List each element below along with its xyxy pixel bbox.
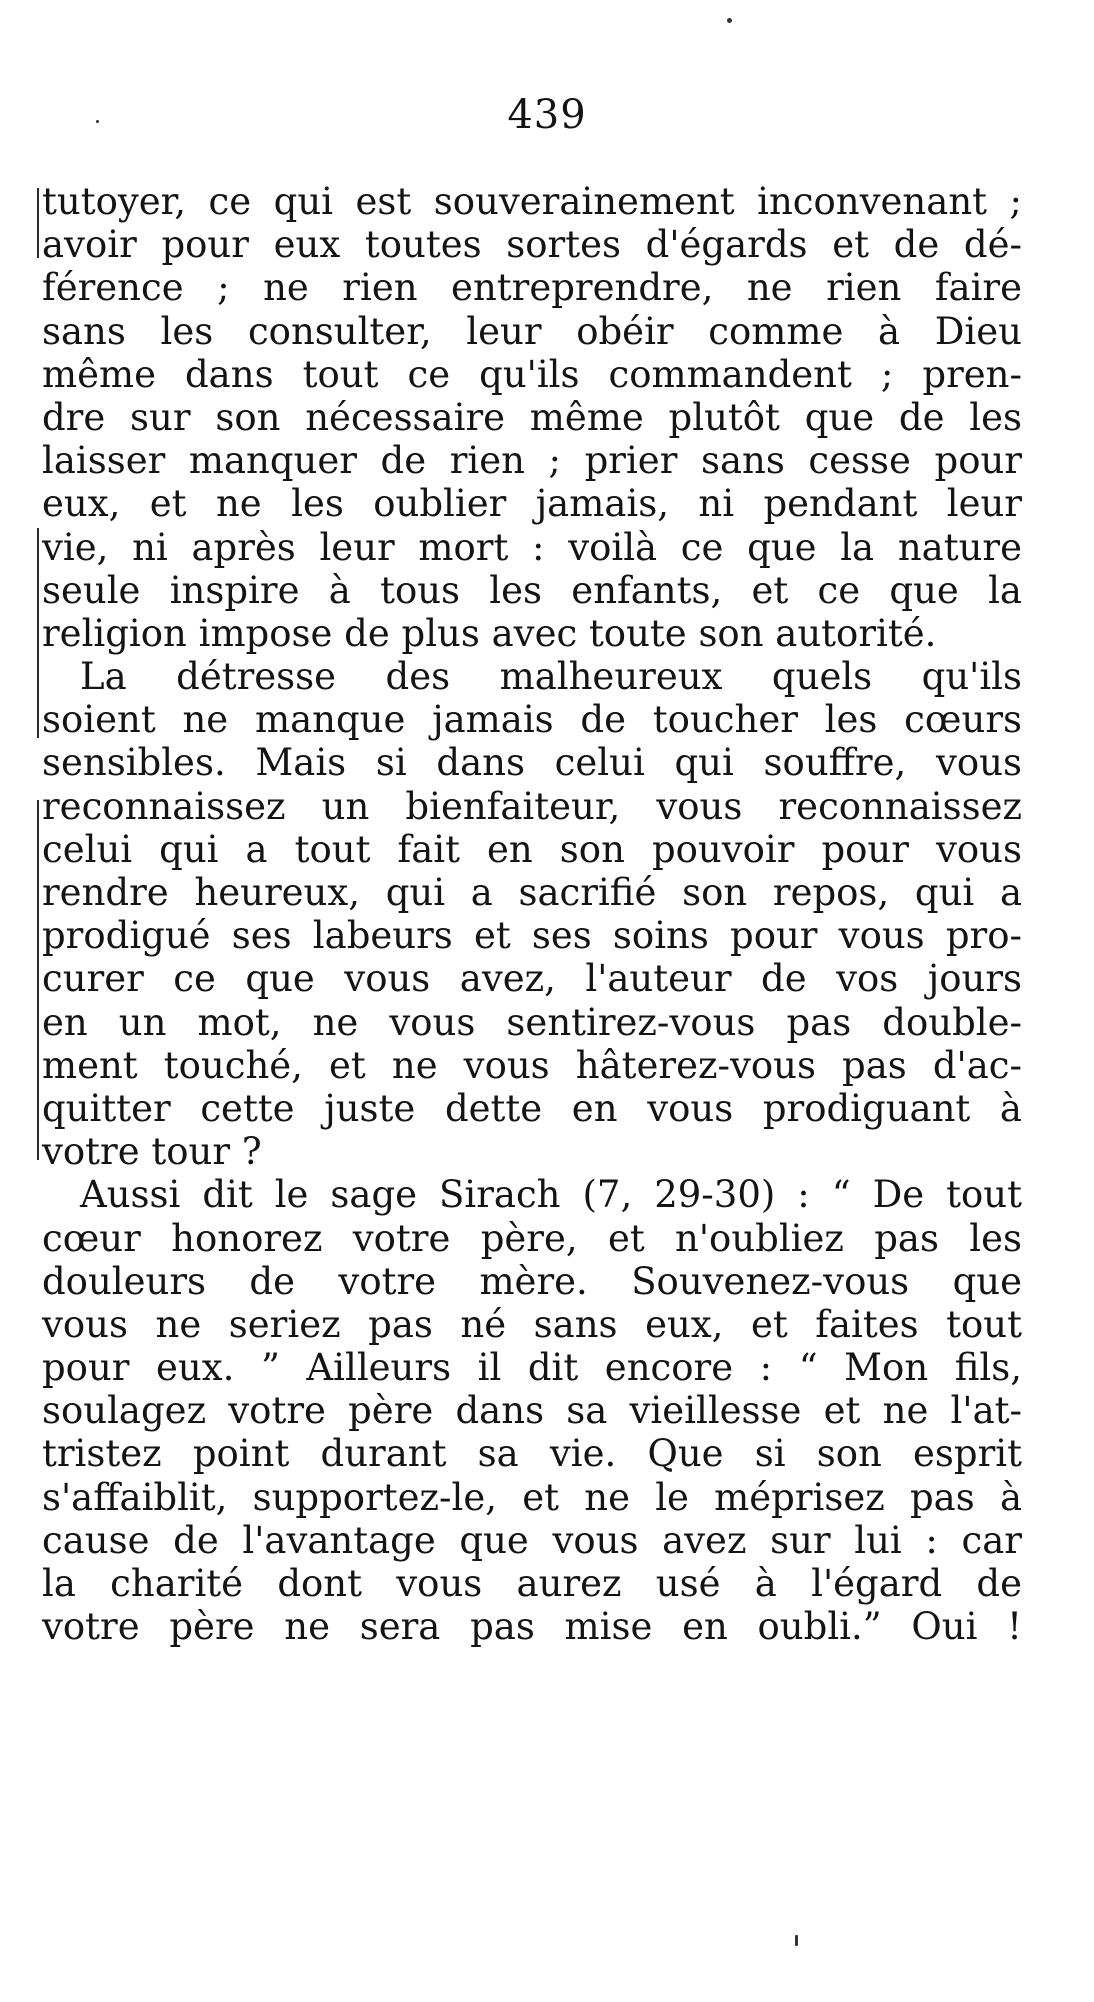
- text-line: votre père ne sera pas mise en oubli.” Oui !: [42, 1605, 1022, 1649]
- text-line: prodigué ses labeurs et ses soins pour vous pro-: [42, 914, 1022, 958]
- ink-speck: [96, 120, 99, 123]
- text-line: avoir pour eux toutes sortes d'égards et de dé-: [42, 223, 1022, 267]
- text-line: s'affaiblit, supportez-le, et ne le méprisez pas à: [42, 1475, 1022, 1519]
- left-margin-rule: [37, 528, 39, 738]
- text-line: douleurs de votre mère. Souvenez-vous que: [42, 1259, 1022, 1303]
- page-number: 439: [507, 92, 587, 138]
- text-line: tutoyer, ce qui est souverainement inconvenant ;: [42, 180, 1022, 223]
- text-line: celui qui a tout fait en son pouvoir pour vous: [42, 827, 1022, 871]
- ink-speck: [727, 18, 732, 23]
- text-line: férence ; ne rien entreprendre, ne rien faire: [42, 266, 1022, 310]
- text-line: soulagez votre père dans sa vieillesse et ne l'at-: [42, 1389, 1022, 1433]
- text-line: sensibles. Mais si dans celui qui souffre, vous: [42, 741, 1022, 785]
- text-line: sans les consulter, leur obéir comme à Dieu: [42, 309, 1022, 353]
- text-line: seule inspire à tous les enfants, et ce que la: [42, 568, 1022, 612]
- text-line: la charité dont vous aurez usé à l'égard de: [42, 1562, 1022, 1605]
- text-line: dre sur son nécessaire même plutôt que de les: [42, 395, 1022, 439]
- text-line: vous ne seriez pas né sans eux, et faites tout: [42, 1302, 1022, 1346]
- text-line: reconnaissez un bienfaiteur, vous reconnaissez: [42, 784, 1022, 828]
- text-line: religion impose de plus avec toute son autorité.: [42, 611, 937, 655]
- text-line: en un mot, ne vous sentirez-vous pas double-: [42, 1000, 1022, 1044]
- text-line: votre tour ?: [42, 1130, 262, 1174]
- text-line: vie, ni après leur mort : voilà ce que la nature: [42, 525, 1022, 569]
- text-line: cause de l'avantage que vous avez sur lui : car: [42, 1518, 1022, 1562]
- left-margin-rule: [37, 188, 39, 258]
- body-text: [42, 180, 1022, 1648]
- left-margin-rule: [37, 800, 39, 1160]
- text-line: quitter cette juste dette en vous prodiguant à: [42, 1086, 1022, 1130]
- text-line: Aussi dit le sage Sirach (7, 29-30) : “ De tout: [80, 1173, 1022, 1217]
- text-line: La détresse des malheureux quels qu'ils: [80, 655, 1022, 699]
- text-line: ment touché, et ne vous hâterez-vous pas d'ac-: [42, 1043, 1022, 1087]
- text-line: tristez point durant sa vie. Que si son esprit: [42, 1432, 1022, 1476]
- text-line: eux, et ne les oublier jamais, ni pendant leur: [42, 482, 1022, 526]
- text-line: soient ne manque jamais de toucher les cœurs: [42, 698, 1022, 742]
- ink-speck: [795, 1935, 798, 1946]
- text-line: cœur honorez votre père, et n'oubliez pas les: [42, 1216, 1022, 1260]
- text-line: laisser manquer de rien ; prier sans cesse pour: [42, 439, 1022, 483]
- text-line: curer ce que vous avez, l'auteur de vos jours: [42, 957, 1022, 1001]
- text-line: même dans tout ce qu'ils commandent ; pren-: [42, 352, 1022, 396]
- text-line: rendre heureux, qui a sacrifié son repos, qui a: [42, 871, 1022, 914]
- text-line: pour eux. ” Ailleurs il dit encore : “ Mon fils,: [42, 1346, 1022, 1390]
